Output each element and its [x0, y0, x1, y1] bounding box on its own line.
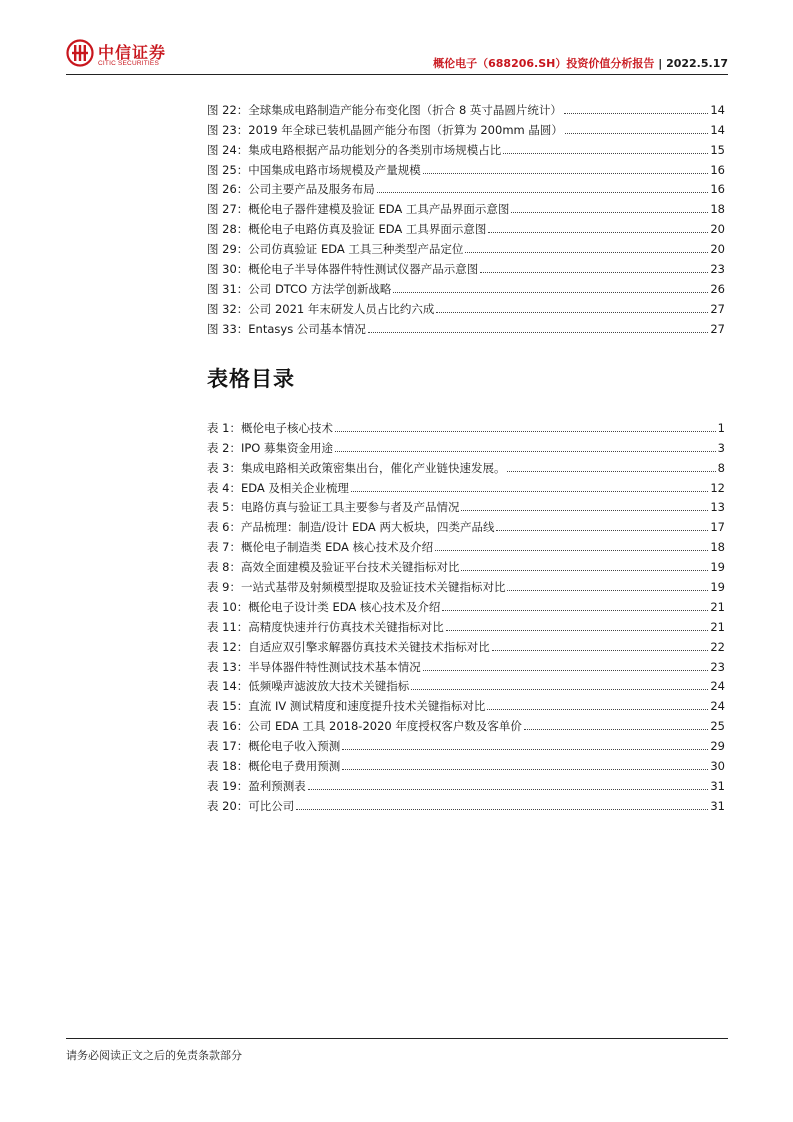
table-entry[interactable]	[207, 654, 725, 674]
figure-entry[interactable]	[207, 97, 725, 117]
table-entry-label: 表 1：概伦电子核心技术	[207, 420, 333, 435]
table-entry[interactable]	[207, 693, 725, 713]
figure-entry[interactable]	[207, 177, 725, 197]
table-entry[interactable]	[207, 415, 725, 435]
dot-leader	[368, 332, 709, 333]
dot-leader	[492, 650, 709, 651]
dot-leader	[480, 272, 708, 273]
logo-english-name: CITIC SECURITIES	[98, 60, 159, 67]
figure-entry-label: 图 28：概伦电子电路仿真及验证 EDA 工具界面示意图	[207, 222, 487, 237]
dot-leader	[423, 670, 709, 671]
figure-entry[interactable]	[207, 196, 725, 216]
dot-leader	[393, 292, 708, 293]
table-entry[interactable]	[207, 733, 725, 753]
figure-entry[interactable]	[207, 276, 725, 296]
figure-entry-page-number: 16	[710, 182, 725, 197]
dot-leader	[351, 491, 708, 492]
dot-leader	[335, 451, 716, 452]
table-entry-page-number: 21	[710, 619, 725, 634]
figure-entry-label: 图 31：公司 DTCO 方法学创新战略	[207, 281, 392, 296]
figure-entry-label: 图 27：概伦电子器件建模及验证 EDA 工具产品界面示意图	[207, 202, 510, 217]
figure-entry-label: 图 32：公司 2021 年末研发人员占比约六成	[207, 301, 435, 316]
figure-entry-label: 图 26：公司主要产品及服务布局	[207, 182, 375, 197]
table-entry-page-number: 19	[710, 580, 725, 595]
dot-leader	[461, 510, 708, 511]
figure-entry-label: 图 22：全球集成电路制造产能分布变化图（折合 8 英寸晶圆片统计）	[207, 102, 562, 117]
table-entry-label: 表 17：概伦电子收入预测	[207, 739, 341, 754]
figure-entry-page-number: 23	[710, 262, 725, 277]
table-entry-page-number: 3	[717, 440, 725, 455]
dot-leader	[335, 431, 716, 432]
table-entry-page-number: 21	[710, 599, 725, 614]
dot-leader	[436, 312, 708, 313]
table-entry-label: 表 9：一站式基带及射频模型提取及验证技术关键指标对比	[207, 580, 506, 595]
logo-chinese-name: 中信证券	[98, 43, 167, 62]
table-entry-label: 表 8：高效全面建模及验证平台技术关键指标对比	[207, 560, 460, 575]
table-entry-page-number: 31	[710, 778, 725, 793]
figure-entry-page-number: 18	[710, 202, 725, 217]
table-entry-label: 表 4：EDA 及相关企业梳理	[207, 480, 349, 495]
dot-leader	[488, 232, 708, 233]
dot-leader	[511, 212, 708, 213]
table-entry-label: 表 16：公司 EDA 工具 2018-2020 年度授权客户数及客单价	[207, 719, 522, 734]
table-entry-page-number: 31	[710, 798, 725, 813]
figure-entry-page-number: 27	[710, 321, 725, 336]
table-entry[interactable]	[207, 475, 725, 495]
header-divider	[66, 74, 728, 75]
footer-divider	[66, 1038, 728, 1039]
dot-leader	[442, 610, 708, 611]
table-entry-page-number: 25	[710, 719, 725, 734]
table-entry-label: 表 15：直流 IV 测试精度和速度提升技术关键指标对比	[207, 699, 486, 714]
table-entry-page-number: 19	[710, 560, 725, 575]
table-entry[interactable]	[207, 713, 725, 733]
dot-leader	[565, 133, 708, 134]
table-entry-label: 表 10：概伦电子设计类 EDA 核心技术及介绍	[207, 599, 441, 614]
table-entry-label: 表 14：低频噪声滤波放大技术关键指标	[207, 679, 410, 694]
table-entry-label: 表 19：盈利预测表	[207, 778, 306, 793]
figure-entry-page-number: 26	[710, 281, 725, 296]
table-entry[interactable]	[207, 773, 725, 793]
table-entry-label: 表 13：半导体器件特性测试技术基本情况	[207, 659, 421, 674]
table-entry-page-number: 30	[710, 759, 725, 774]
figure-entry[interactable]	[207, 296, 725, 316]
figure-entry-page-number: 15	[710, 142, 725, 157]
figure-entry-page-number: 14	[710, 122, 725, 137]
dot-leader	[342, 749, 708, 750]
dot-leader	[446, 630, 709, 631]
table-entry-page-number: 18	[710, 540, 725, 555]
table-entry[interactable]	[207, 793, 725, 813]
table-entry-page-number: 24	[710, 699, 725, 714]
footer-disclaimer: 请务必阅读正文之后的免责条款部分	[66, 1049, 242, 1062]
dot-leader	[342, 769, 708, 770]
header-separator: |	[658, 57, 663, 70]
figure-entry-page-number: 20	[710, 222, 725, 237]
dot-leader	[524, 729, 708, 730]
dot-leader	[507, 471, 715, 472]
dot-leader	[564, 113, 708, 114]
table-entry-label: 表 3：集成电路相关政策密集出台，催化产业链快速发展。	[207, 460, 506, 475]
table-entry-page-number: 12	[710, 480, 725, 495]
table-entry[interactable]	[207, 514, 725, 534]
table-entry[interactable]	[207, 495, 725, 515]
table-entry-label: 表 5：电路仿真与验证工具主要参与者及产品情况	[207, 500, 460, 515]
figure-entry-page-number: 16	[710, 162, 725, 177]
table-entry[interactable]	[207, 534, 725, 554]
dot-leader	[496, 530, 708, 531]
figure-entry[interactable]	[207, 117, 725, 137]
figure-entry[interactable]	[207, 216, 725, 236]
tables-section-title: 表格目录	[207, 367, 295, 391]
dot-leader	[423, 173, 709, 174]
dot-leader	[308, 789, 709, 790]
table-entry[interactable]	[207, 674, 725, 694]
citic-logo	[66, 38, 186, 72]
dot-leader	[465, 252, 708, 253]
table-entry-label: 表 11：高精度快速并行仿真技术关键指标对比	[207, 619, 444, 634]
dot-leader	[461, 570, 708, 571]
figure-entry-page-number: 14	[710, 102, 725, 117]
table-entry-page-number: 29	[710, 739, 725, 754]
table-entry[interactable]	[207, 574, 725, 594]
figure-entry-page-number: 27	[710, 301, 725, 316]
table-entry[interactable]	[207, 753, 725, 773]
table-entry[interactable]	[207, 455, 725, 475]
table-entry-page-number: 22	[710, 639, 725, 654]
table-entry-label: 表 12：自适应双引擎求解器仿真技术关键技术指标对比	[207, 639, 490, 654]
figure-entry-label: 图 30：概伦电子半导体器件特性测试仪器产品示意图	[207, 262, 479, 277]
table-entry-label: 表 2：IPO 募集资金用途	[207, 440, 334, 455]
dot-leader	[507, 590, 708, 591]
figure-entry[interactable]	[207, 236, 725, 256]
dot-leader	[487, 709, 708, 710]
table-entry-page-number: 24	[710, 679, 725, 694]
dot-leader	[411, 689, 708, 690]
figure-entry[interactable]	[207, 137, 725, 157]
table-entry-label: 表 6：产品梳理：制造/设计 EDA 两大板块，四类产品线	[207, 520, 495, 535]
report-date: 2022.5.17	[666, 57, 728, 70]
figure-entry[interactable]	[207, 316, 725, 336]
table-entry-page-number: 1	[717, 420, 725, 435]
table-entry[interactable]	[207, 594, 725, 614]
report-title: 概伦电子（688206.SH）投资价值分析报告	[433, 57, 655, 70]
table-entry[interactable]	[207, 554, 725, 574]
figure-entry-label: 图 29：公司仿真验证 EDA 工具三种类型产品定位	[207, 242, 464, 257]
table-entry-page-number: 17	[710, 520, 725, 535]
table-entry-label: 表 18：概伦电子费用预测	[207, 759, 341, 774]
table-entry-page-number: 8	[717, 460, 725, 475]
figure-entry[interactable]	[207, 256, 725, 276]
figure-entry-label: 图 24：集成电路根据产品功能划分的各类别市场规模占比	[207, 142, 502, 157]
figure-entry-label: 图 23：2019 年全球已装机晶圆产能分布图（折算为 200mm 晶圆）	[207, 122, 563, 137]
citic-logo-icon	[66, 39, 94, 67]
figure-entry[interactable]	[207, 157, 725, 177]
figure-list	[207, 97, 725, 336]
table-entry-page-number: 13	[710, 500, 725, 515]
figure-entry-page-number: 20	[710, 242, 725, 257]
report-header-title	[433, 55, 728, 71]
figure-entry-label: 图 25：中国集成电路市场规模及产量规模	[207, 162, 421, 177]
figure-entry-label: 图 33：Entasys 公司基本情况	[207, 321, 366, 336]
table-entry-label: 表 20：可比公司	[207, 798, 295, 813]
table-list	[207, 415, 725, 813]
dot-leader	[435, 550, 708, 551]
dot-leader	[377, 192, 709, 193]
table-entry[interactable]	[207, 634, 725, 654]
table-entry[interactable]	[207, 614, 725, 634]
table-entry[interactable]	[207, 435, 725, 455]
table-entry-page-number: 23	[710, 659, 725, 674]
page-header	[66, 38, 728, 74]
table-entry-label: 表 7：概伦电子制造类 EDA 核心技术及介绍	[207, 540, 434, 555]
dot-leader	[296, 809, 708, 810]
dot-leader	[503, 153, 708, 154]
